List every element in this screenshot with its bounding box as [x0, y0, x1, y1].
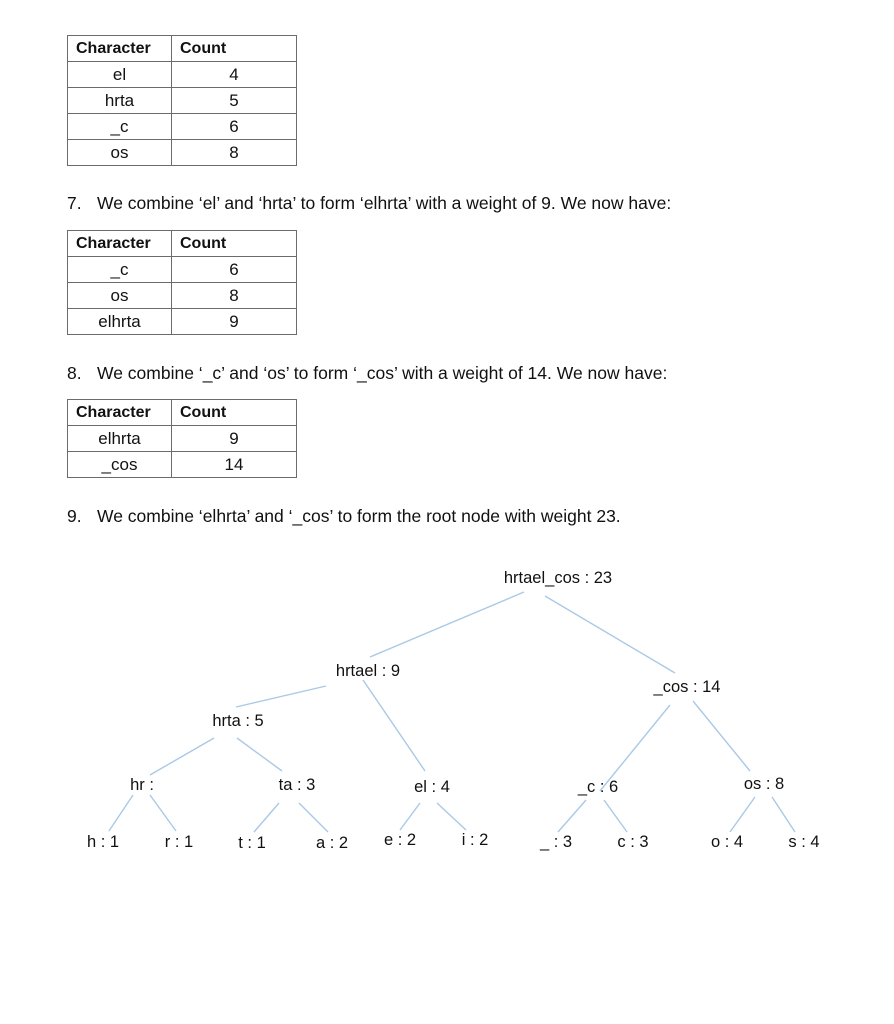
table-header-row [68, 400, 297, 426]
table-row [68, 62, 297, 88]
cell-count: 8 [172, 283, 297, 309]
edge-hrta-ta [237, 738, 282, 771]
header-character: Character [68, 400, 172, 426]
table-row [68, 140, 297, 166]
step-text: We combine ‘el’ and ‘hrta’ to form ‘elhrta’ with a weight of 9. We now have: [97, 193, 672, 213]
leaf-e: e : 2 [383, 831, 417, 849]
node-hrta: hrta : 5 [212, 712, 264, 730]
edge-cos-os [693, 701, 750, 771]
header-character: Character [68, 36, 172, 62]
step-text: We combine ‘_c’ and ‘os’ to form ‘_cos’ with a weight of 14. We now have: [97, 363, 668, 383]
table-row [68, 88, 297, 114]
table-row [68, 257, 297, 283]
edge-os-s [772, 797, 795, 832]
node-root: hrtael_cos : 23 [503, 569, 613, 587]
cell-count: 9 [172, 426, 297, 452]
header-count: Count [172, 36, 297, 62]
table-header-row [68, 36, 297, 62]
cell-character: _c [68, 114, 172, 140]
table-header-row [68, 231, 297, 257]
node-el: el : 4 [414, 778, 450, 796]
edge-hrta-hr [150, 738, 214, 775]
leaf-underscore: _ : 3 [539, 833, 573, 851]
leaf-t: t : 1 [238, 834, 266, 852]
cell-count: 5 [172, 88, 297, 114]
step-9 [67, 506, 621, 527]
table-row [68, 283, 297, 309]
edge-ta-t [254, 803, 279, 832]
leaf-r: r : 1 [164, 833, 194, 851]
frequency-table-1 [67, 35, 297, 166]
node-hr: hr : [130, 776, 154, 794]
step-number: 9. [67, 506, 82, 526]
header-count: Count [172, 231, 297, 257]
step-number: 8. [67, 363, 82, 383]
step-number: 7. [67, 193, 82, 213]
cell-character: elhrta [68, 309, 172, 335]
step-8 [67, 363, 667, 384]
edge-c-underscore [558, 800, 586, 832]
cell-count: 6 [172, 257, 297, 283]
edge-hrtael-el [363, 680, 425, 771]
cell-count: 6 [172, 114, 297, 140]
node-os: os : 8 [743, 775, 785, 793]
table-row [68, 114, 297, 140]
cell-character: os [68, 140, 172, 166]
cell-count: 8 [172, 140, 297, 166]
header-count: Count [172, 400, 297, 426]
edge-root-hrtael [370, 592, 524, 657]
edge-hr-r [150, 795, 176, 831]
node-c: _c : 6 [577, 778, 619, 796]
edge-root-cos [545, 596, 675, 673]
node-cos: _cos : 14 [653, 678, 721, 696]
edge-hrtael-hrta [236, 686, 326, 707]
step-text: We combine ‘elhrta’ and ‘_cos’ to form the root node with weight 23. [97, 506, 621, 526]
cell-character: el [68, 62, 172, 88]
cell-count: 14 [172, 452, 297, 478]
edge-ta-a [299, 803, 328, 832]
edge-c-cleaf [604, 800, 627, 832]
step-7 [67, 193, 671, 214]
huffman-tree [0, 540, 894, 870]
table-row [68, 426, 297, 452]
frequency-table-2 [67, 230, 297, 335]
cell-character: _c [68, 257, 172, 283]
cell-character: elhrta [68, 426, 172, 452]
frequency-table-3 [67, 399, 297, 478]
edge-os-o [730, 797, 755, 832]
table-row [68, 309, 297, 335]
cell-character: hrta [68, 88, 172, 114]
leaf-o: o : 4 [710, 833, 744, 851]
edge-el-i [437, 803, 466, 830]
cell-character: _cos [68, 452, 172, 478]
cell-character: os [68, 283, 172, 309]
leaf-s: s : 4 [788, 833, 820, 851]
node-ta: ta : 3 [278, 776, 316, 794]
leaf-h: h : 1 [86, 833, 120, 851]
cell-count: 4 [172, 62, 297, 88]
cell-count: 9 [172, 309, 297, 335]
node-hrtael: hrtael : 9 [335, 662, 401, 680]
edge-hr-h [109, 795, 133, 831]
leaf-a: a : 2 [315, 834, 349, 852]
leaf-c: c : 3 [617, 833, 649, 851]
table-row [68, 452, 297, 478]
edge-el-e [400, 803, 420, 830]
header-character: Character [68, 231, 172, 257]
leaf-i: i : 2 [461, 831, 489, 849]
